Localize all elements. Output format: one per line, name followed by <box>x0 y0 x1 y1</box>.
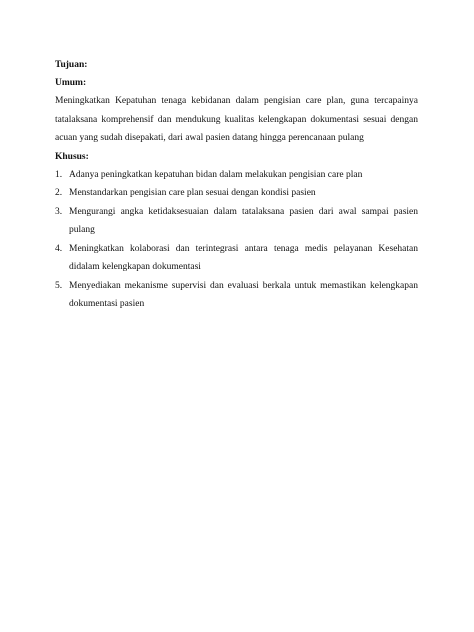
list-item-text: Meningkatkan kolaborasi dan terintegrasi antara tenaga medis pelayanan Kesehatan didalam kelengkapan dokumentasi <box>69 243 418 272</box>
list-item <box>55 184 418 203</box>
list-item-text: Adanya peningkatkan kepatuhan bidan dalam melakukan pengisian care plan <box>69 169 363 180</box>
list-item-text: Menyediakan mekanisme supervisi dan evaluasi berkala untuk memastikan kelengkapan dokumentasi pasien <box>69 280 418 309</box>
khusus-list <box>55 166 418 314</box>
document-body <box>55 56 418 314</box>
list-item <box>55 203 418 240</box>
list-item-text: Menstandarkan pengisian care plan sesuai dengan kondisi pasien <box>69 188 316 198</box>
list-item-number: 2. <box>55 188 63 198</box>
list-item-number: 5. <box>55 280 63 291</box>
heading-khusus: Khusus: <box>55 151 89 162</box>
list-item-number: 4. <box>55 243 63 254</box>
list-item-number: 1. <box>55 169 63 180</box>
heading-umum: Umum: <box>55 78 87 88</box>
umum-paragraph: Meningkatkan Kepatuhan tenaga kebidanan dalam pengisian care plan, guna tercapainya tatalaksana komprehensif dan mendukung kualitas kelengkapan dokumentasi sesuai dengan acuan yang sudah disepakati, dari awal pasien datang hingga perencanaan pulang <box>55 96 418 143</box>
list-item <box>55 166 418 185</box>
list-item-text: Mengurangi angka ketidaksesuaian dalam tatalaksana pasien dari awal sampai pasien pulang <box>69 206 418 235</box>
list-item <box>55 277 418 314</box>
list-item-number: 3. <box>55 206 63 217</box>
list-item <box>55 240 418 277</box>
heading-tujuan: Tujuan: <box>55 60 88 70</box>
